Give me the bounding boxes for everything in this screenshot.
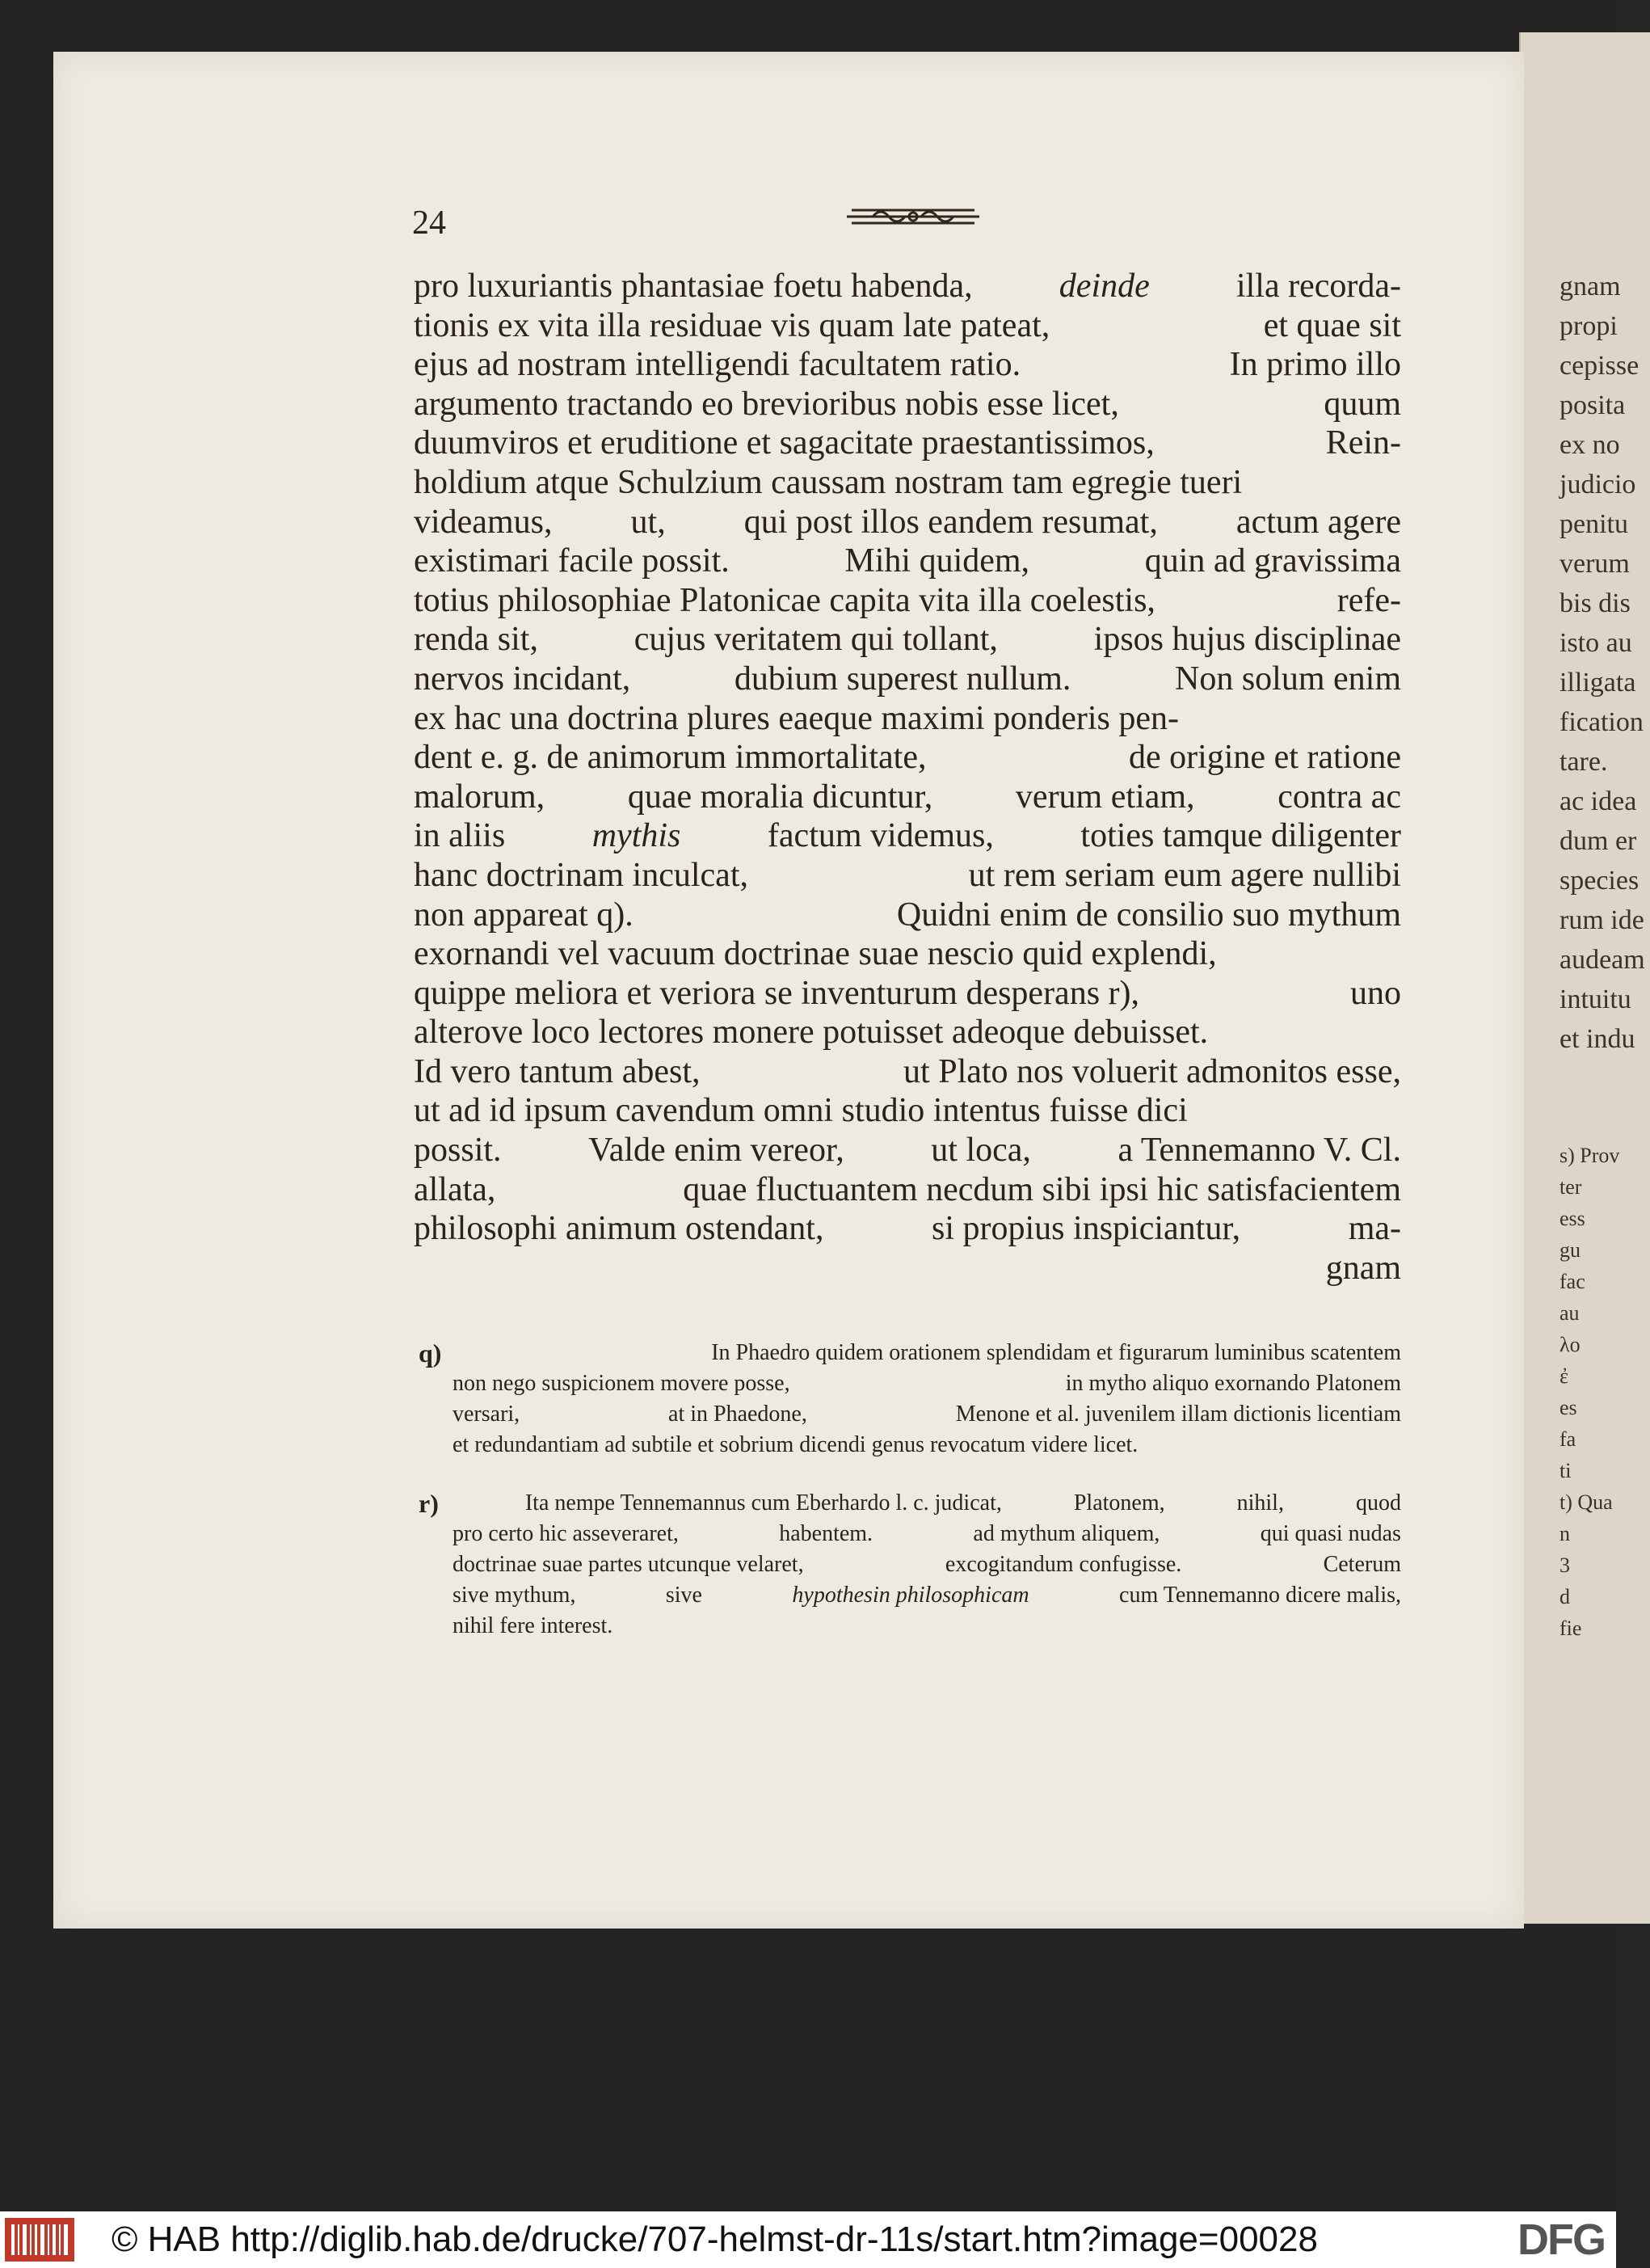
- text-segment: ex hac una doctrina plures eaeque maximi ponderis pen-: [414, 699, 1179, 737]
- text-segment: ut,: [630, 503, 666, 541]
- text-segment: at in Phaedone,: [668, 1402, 807, 1427]
- main-text: [414, 267, 1401, 1288]
- footnote-line: [452, 1611, 1401, 1642]
- text-segment: In primo illo: [1229, 346, 1401, 384]
- page-number: 24: [412, 204, 446, 242]
- text-segment: videamus,: [414, 503, 553, 541]
- italic-segment: hypothesin philosophicam: [792, 1583, 1029, 1608]
- text-line: [414, 542, 1401, 581]
- text-segment: ad mythum aliquem,: [973, 1521, 1160, 1546]
- text-segment: gnam: [1325, 1249, 1401, 1287]
- copyright-url[interactable]: © HAB http://diglib.hab.de/drucke/707-helmst-dr-11s/start.htm?image=00028: [112, 2220, 1318, 2259]
- text-segment: a Tennemanno V. Cl.: [1118, 1132, 1401, 1170]
- facing-page-line: cepisse: [1560, 351, 1639, 381]
- text-line: [414, 503, 1401, 542]
- text-segment: Ita nempe Tennemannus cum Eberhardo l. c. judicat,: [524, 1490, 1002, 1516]
- text-segment: ut rem seriam eum agere nullibi: [968, 856, 1401, 894]
- text-segment: quae moralia dicuntur,: [627, 778, 933, 816]
- text-segment: uno: [1350, 974, 1401, 1012]
- text-line: [414, 816, 1401, 856]
- text-line: [414, 581, 1401, 621]
- footnote-line: [452, 1580, 1401, 1611]
- text-segment: versari,: [452, 1402, 520, 1427]
- text-segment: ejus ad nostram intelligendi facultatem ratio.: [414, 346, 1021, 384]
- facing-page-line: audeam: [1560, 945, 1645, 975]
- facing-page-line: tare.: [1560, 747, 1608, 777]
- facing-page-line: dum er: [1560, 826, 1637, 856]
- text-segment: malorum,: [414, 778, 545, 816]
- facing-page-note-line: es: [1560, 1396, 1577, 1419]
- text-segment: Menone et al. juvenilem illam dictionis licentiam: [955, 1402, 1401, 1427]
- facing-page-note-line: fa: [1560, 1427, 1576, 1451]
- text-segment: habentem.: [779, 1521, 873, 1546]
- text-segment: qui post illos eandem resumat,: [743, 503, 1158, 541]
- facing-page-line: species: [1560, 866, 1639, 896]
- text-segment: duumviros et eruditione et sagacitate praestantissimos,: [414, 424, 1155, 462]
- text-segment: Ceterum: [1323, 1552, 1401, 1577]
- footnote-line: [419, 1488, 1401, 1519]
- footnote-marker: r): [419, 1489, 439, 1518]
- facing-page-line: ex no: [1560, 430, 1620, 460]
- text-segment: si propius inspiciantur,: [932, 1210, 1241, 1248]
- footnote-line: [452, 1368, 1401, 1399]
- text-segment: Platonem,: [1073, 1490, 1165, 1516]
- text-line: [414, 1013, 1401, 1052]
- text-segment: dent e. g. de animorum immortalitate,: [414, 739, 927, 777]
- facing-page-note-line: d: [1560, 1585, 1570, 1608]
- text-line: [414, 934, 1401, 974]
- italic-segment: mythis: [591, 817, 681, 855]
- text-segment: ipsos hujus disciplinae: [1093, 621, 1401, 659]
- footnote: [419, 1338, 1401, 1461]
- text-line: [414, 738, 1401, 778]
- text-segment: alterove loco lectores monere potuisset adeoque debuisset.: [414, 1014, 1209, 1052]
- facing-page-line: intuitu: [1560, 984, 1631, 1014]
- facing-page-line: isto au: [1560, 628, 1632, 658]
- text-segment: verum etiam,: [1015, 778, 1195, 816]
- text-segment: allata,: [414, 1170, 496, 1208]
- spacer: [1560, 1059, 1616, 1140]
- text-segment: philosophi animum ostendant,: [414, 1210, 824, 1248]
- text-segment: quin ad gravissima: [1144, 542, 1401, 580]
- facing-page-note-line: gu: [1560, 1238, 1581, 1262]
- text-line: [414, 896, 1401, 935]
- text-segment: ma-: [1348, 1210, 1401, 1248]
- text-segment: ut loca,: [931, 1132, 1031, 1170]
- text-segment: Id vero tantum abest,: [414, 1052, 701, 1090]
- facing-page-note-line: ἐ: [1560, 1364, 1568, 1388]
- text-segment: in mytho aliquo exornando Platonem: [1065, 1371, 1401, 1396]
- text-line: [414, 345, 1401, 385]
- text-segment: illa recorda-: [1235, 268, 1401, 305]
- text-segment: nihil,: [1236, 1490, 1284, 1516]
- italic-segment: deinde: [1059, 268, 1150, 305]
- viewer-footer: [0, 2211, 1616, 2268]
- text-line: [414, 699, 1401, 739]
- text-line: [414, 385, 1401, 424]
- text-line: [414, 463, 1401, 503]
- text-segment: cujus veritatem qui tollant,: [633, 621, 998, 659]
- text-segment: Valde enim vereor,: [588, 1132, 844, 1170]
- facing-page-line: et indu: [1560, 1024, 1635, 1054]
- facing-page-line: rum ide: [1560, 905, 1644, 935]
- footnote-line: [419, 1338, 1401, 1368]
- text-segment: quae fluctuantem necdum sibi ipsi hic satisfacientem: [683, 1170, 1401, 1208]
- facing-page-line: penitu: [1560, 509, 1628, 539]
- text-segment: quippe meliora et veriora se inventurum desperans r),: [414, 974, 1140, 1012]
- text-segment: possit.: [414, 1132, 502, 1170]
- facing-page-line: bis dis: [1560, 588, 1631, 618]
- facing-page-note-line: fie: [1560, 1617, 1582, 1640]
- text-segment: et redundantiam ad subtile et sobrium dicendi genus revocatum videre licet.: [452, 1432, 1139, 1457]
- facing-page-note-line: fac: [1560, 1270, 1585, 1293]
- text-segment: cum Tennemanno dicere malis,: [1119, 1583, 1401, 1608]
- text-line: [414, 1091, 1401, 1131]
- text-segment: hanc doctrinam inculcat,: [414, 856, 748, 894]
- text-segment: actum agere: [1235, 503, 1401, 541]
- text-segment: in aliis: [414, 817, 506, 855]
- text-segment: factum videmus,: [767, 817, 994, 855]
- text-segment: qui quasi nudas: [1260, 1521, 1401, 1546]
- text-segment: ut Plato nos voluerit admonitos esse,: [903, 1052, 1401, 1090]
- text-line: [414, 1170, 1401, 1210]
- text-line: [414, 1249, 1401, 1288]
- footnote: [419, 1488, 1401, 1642]
- facing-page-line: illigata: [1560, 668, 1636, 698]
- text-line: [414, 856, 1401, 896]
- text-segment: de origine et ratione: [1128, 739, 1401, 777]
- text-segment: nihil fere interest.: [452, 1613, 613, 1638]
- text-segment: In Phaedro quidem orationem splendidam et figurarum luminibus scatentem: [711, 1340, 1401, 1365]
- facing-page-note-line: ter: [1560, 1175, 1582, 1199]
- text-segment: tionis ex vita illa residuae vis quam late pateat,: [414, 306, 1050, 344]
- facing-page-line: fication: [1560, 707, 1644, 737]
- facing-page-line: posita: [1560, 390, 1626, 420]
- facing-page-note-line: n: [1560, 1522, 1570, 1545]
- facing-page-note-line: ti: [1560, 1459, 1572, 1482]
- facing-page-note-line: λο: [1560, 1333, 1581, 1356]
- text-segment: Rein-: [1325, 424, 1401, 462]
- dfg-logo: DFG: [1517, 2215, 1605, 2264]
- text-segment: Mihi quidem,: [844, 542, 1030, 580]
- text-line: [414, 1209, 1401, 1249]
- facing-page-text: [1560, 267, 1645, 1644]
- text-segment: Quidni enim de consilio suo mythum: [896, 896, 1401, 934]
- text-segment: quum: [1324, 385, 1401, 423]
- footnote-line: [452, 1519, 1401, 1549]
- text-segment: holdium atque Schulzium caussam nostram tam egregie tueri: [414, 463, 1243, 501]
- text-line: [414, 1131, 1401, 1170]
- facing-page-note-line: au: [1560, 1301, 1580, 1325]
- text-segment: renda sit,: [414, 621, 538, 659]
- text-segment: exornandi vel vacuum doctrinae suae nescio quid explendi,: [414, 935, 1217, 973]
- text-segment: quod: [1355, 1490, 1401, 1516]
- facing-page-line: ac idea: [1560, 786, 1637, 816]
- text-segment: toties tamque diligenter: [1080, 817, 1401, 855]
- text-line: [414, 778, 1401, 817]
- facing-page-line: judicio: [1560, 470, 1636, 500]
- text-segment: argumento tractando eo brevioribus nobis esse licet,: [414, 385, 1119, 423]
- text-line: [414, 1052, 1401, 1092]
- footnotes: [419, 1338, 1401, 1669]
- text-segment: refe-: [1336, 581, 1401, 619]
- facing-page-line: gnam: [1560, 272, 1621, 301]
- facing-page-note-line: t) Qua: [1560, 1490, 1613, 1514]
- text-line: [414, 620, 1401, 660]
- text-segment: et quae sit: [1263, 306, 1401, 344]
- text-segment: non appareat q).: [414, 896, 633, 934]
- text-segment: nervos incidant,: [414, 660, 631, 698]
- text-segment: ut ad id ipsum cavendum omni studio intentus fuisse dici: [414, 1092, 1188, 1130]
- text-segment: pro certo hic asseveraret,: [452, 1521, 679, 1546]
- text-segment: doctrinae suae partes utcunque velaret,: [452, 1552, 804, 1577]
- text-segment: sive: [665, 1583, 702, 1608]
- text-segment: pro luxuriantis phantasiae foetu habenda,: [414, 268, 973, 305]
- footnote-line: [452, 1430, 1401, 1461]
- ornament-icon: [840, 202, 986, 231]
- facing-page-note-line: ess: [1560, 1207, 1585, 1230]
- barcode-icon: [5, 2218, 74, 2262]
- text-segment: contra ac: [1277, 778, 1401, 816]
- footnote-line: [452, 1399, 1401, 1430]
- text-segment: totius philosophiae Platonicae capita vita illa coelestis,: [414, 581, 1155, 619]
- text-line: [414, 974, 1401, 1014]
- text-segment: existimari facile possit.: [414, 542, 730, 580]
- text-line: [414, 660, 1401, 699]
- facing-page-line: verum: [1560, 549, 1630, 579]
- text-line: [414, 306, 1401, 346]
- text-segment: excogitandum confugisse.: [945, 1552, 1182, 1577]
- facing-page-note-line: 3: [1560, 1553, 1570, 1577]
- text-line: [414, 267, 1401, 306]
- text-segment: non nego suspicionem movere posse,: [452, 1371, 790, 1396]
- facing-page-line: propi: [1560, 311, 1618, 341]
- footnote-marker: q): [419, 1338, 442, 1368]
- text-segment: sive mythum,: [452, 1583, 576, 1608]
- text-segment: Non solum enim: [1175, 660, 1401, 698]
- text-line: [414, 424, 1401, 463]
- text-segment: dubium superest nullum.: [734, 660, 1071, 698]
- facing-page-note-line: s) Prov: [1560, 1144, 1620, 1167]
- footnote-line: [452, 1549, 1401, 1580]
